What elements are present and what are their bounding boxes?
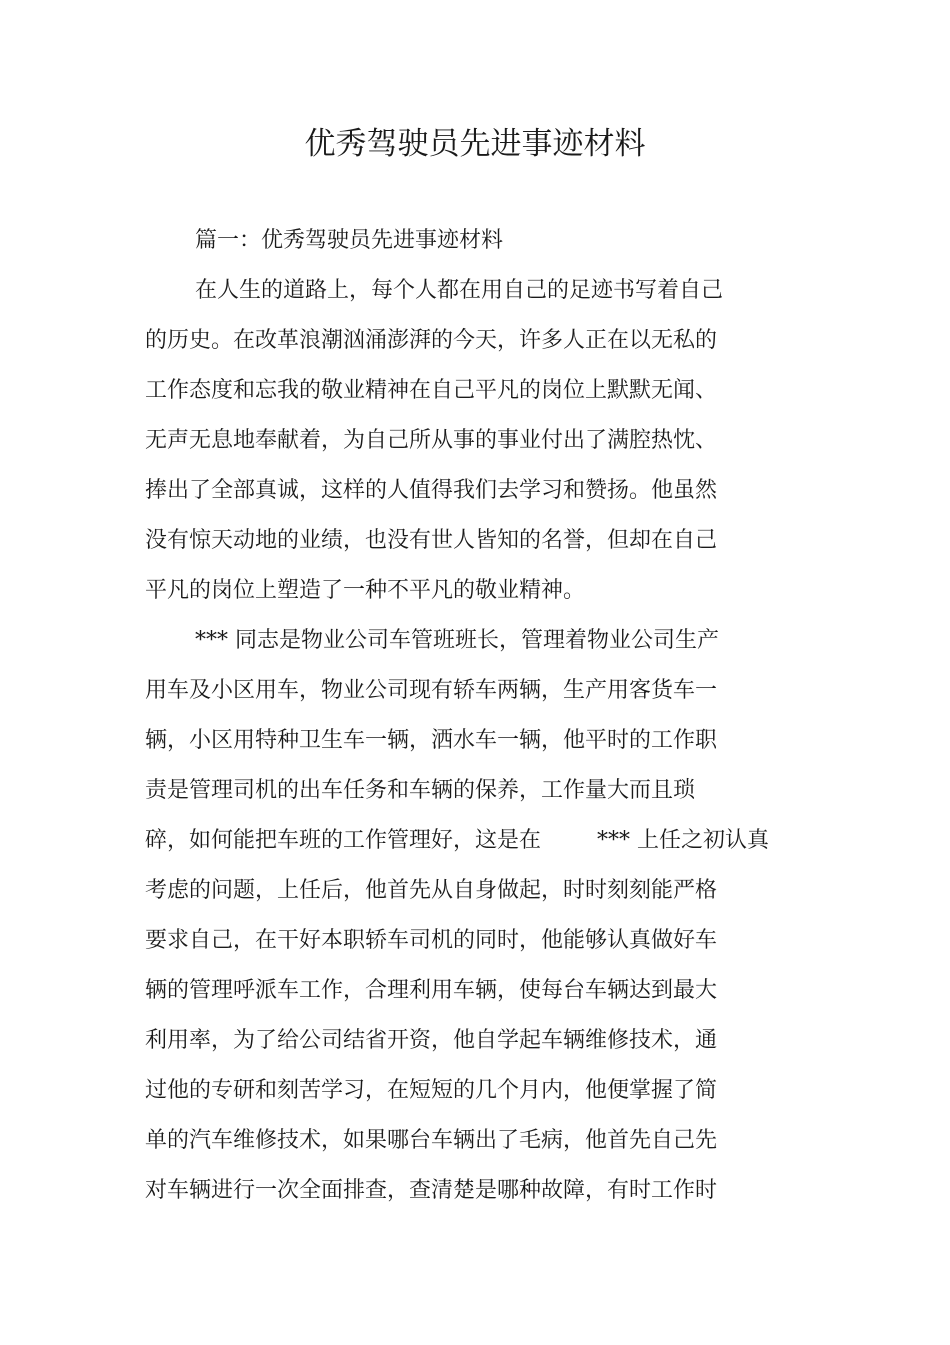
paragraph-line: 没有惊天动地的业绩，也没有世人皆知的名誉，但却在自己 xyxy=(145,528,718,553)
paragraph-line: 在人生的道路上，每个人都在用自己的足迹书写着自己 xyxy=(195,278,724,303)
paragraph-line: 用车及小区用车，物业公司现有轿车两辆，生产用客货车一 xyxy=(145,678,718,703)
paragraph-line xyxy=(145,826,769,856)
paragraph-line: 无声无息地奉献着，为自己所从事的事业付出了满腔热忱、 xyxy=(145,428,718,453)
paragraph-line: 辆的管理呼派车工作，合理利用车辆，使每台车辆达到最大 xyxy=(145,978,718,1003)
paragraph-line-part: *** 上任之初认真 xyxy=(597,828,770,853)
paragraph-line: *** 同志是物业公司车管班班长，管理着物业公司生产 xyxy=(195,628,719,653)
paragraph-line: 捧出了全部真诚，这样的人值得我们去学习和赞扬。他虽然 xyxy=(145,478,718,503)
paragraph-line: 辆，小区用特种卫生车一辆，洒水车一辆，他平时的工作职 xyxy=(145,728,718,753)
paragraph-line: 工作态度和忘我的敬业精神在自己平凡的岗位上默默无闻、 xyxy=(145,378,718,403)
paragraph-line: 平凡的岗位上塑造了一种不平凡的敬业精神。 xyxy=(145,578,586,603)
paragraph-line-part: 碎，如何能把车班的工作管理好，这是在 xyxy=(145,828,542,853)
section-heading: 篇一：优秀驾驶员先进事迹材料 xyxy=(195,228,504,253)
paragraph-line: 的历史。在改革浪潮汹涌澎湃的今天，许多人正在以无私的 xyxy=(145,328,718,353)
paragraph-line: 单的汽车维修技术，如果哪台车辆出了毛病，他首先自己先 xyxy=(145,1128,718,1153)
paragraph-line: 考虑的问题，上任后，他首先从自身做起，时时刻刻能严格 xyxy=(145,878,718,903)
paragraph-line: 对车辆进行一次全面排查，查清楚是哪种故障，有时工作时 xyxy=(145,1178,718,1203)
page-title: 优秀驾驶员先进事迹材料 xyxy=(304,126,646,162)
paragraph-line: 要求自己，在干好本职轿车司机的同时，他能够认真做好车 xyxy=(145,928,718,953)
paragraph-line: 责是管理司机的出车任务和车辆的保养，工作量大而且琐 xyxy=(145,778,696,803)
paragraph-line: 过他的专研和刻苦学习，在短短的几个月内，他便掌握了简 xyxy=(145,1078,718,1103)
paragraph-line: 利用率，为了给公司结省开资，他自学起车辆维修技术，通 xyxy=(145,1028,718,1053)
